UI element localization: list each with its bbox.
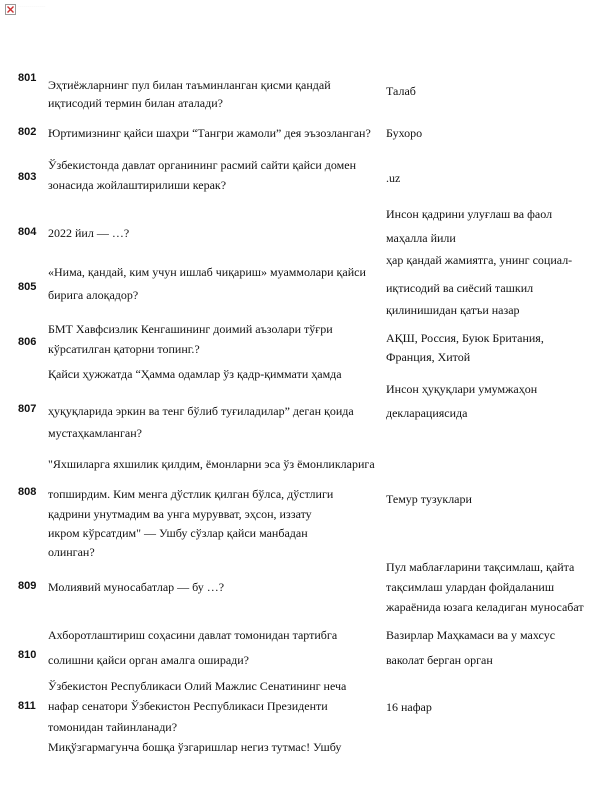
question-text-line: Юртимизнинг қайси шаҳри “Тангри жамоли” дея эъзозланган? <box>48 126 371 140</box>
answer-text-line: жараёнида юзага келадиган муносабат <box>386 600 584 614</box>
question-text-line: Эҳтиёжларнинг пул билан таъминланган қисми қандай <box>48 78 331 92</box>
question-text-line: зонасида жойлаштирилиши керак? <box>48 178 227 192</box>
question-number: 805 <box>18 281 37 293</box>
answer-text-line: маҳалла йили <box>386 231 456 245</box>
answer-text-line: Инсон ҳуқуқлари умумжаҳон <box>386 382 538 396</box>
question-text-line: «Нима, қандай, ким учун ишлаб чиқариш» муаммолари қайси <box>48 265 366 279</box>
answer-text-line: Франция, Хитой <box>386 350 471 364</box>
question-text-line: нафар сенатори Ўзбекистон Республикаси Президенти <box>48 699 328 713</box>
question-text-line: қадрини унутмадим ва унга мурувват, эҳсон, иззату <box>48 507 312 521</box>
answer-text-line: ҳар қандай жамиятга, унинг социал- <box>386 253 573 267</box>
question-text-line: икром кўрсатдим" — Ушбу сўзлар қайси манбадан <box>48 526 308 540</box>
answer-text-line: .uz <box>386 171 401 185</box>
question-text-line: иқтисодий термин билан аталади? <box>48 96 223 110</box>
question-text-line: 2022 йил — …? <box>48 226 130 240</box>
answer-text-line: тақсимлаш улардан фойдаланиш <box>386 580 555 594</box>
question-number: 804 <box>18 226 37 238</box>
question-number: 803 <box>18 171 37 183</box>
answer-text-line: Инсон қадрини улуғлаш ва фаол <box>386 207 553 221</box>
question-text-line: олинган? <box>48 545 95 559</box>
question-number: 806 <box>18 336 37 348</box>
answer-text-line: иқтисодий ва сиёсий ташкил <box>386 281 534 295</box>
question-text-line: ҳуқуқларида эркин ва тенг бўлиб туғиладилар” деган қоида <box>48 404 354 418</box>
question-text-line: Ўзбекистонда давлат органининг расмий сайти қайси домен <box>48 158 357 172</box>
question-text-line: мустаҳкамланган? <box>48 426 142 440</box>
answer-text-line: декларациясида <box>386 406 468 420</box>
question-text-line: Миқўзгармагунча бошқа ўзгаришлар негиз тутмас! Ушбу <box>48 740 342 754</box>
answer-text-line: ваколат берган орган <box>386 653 493 667</box>
question-number: 809 <box>18 580 37 592</box>
answer-text-line: қилинишидан қатъи назар <box>386 303 520 317</box>
question-text-line: Ахборотлаштириш соҳасини давлат томонидан тартибга <box>48 628 338 642</box>
answer-text-line: Пул маблағларини тақсимлаш, қайта <box>386 560 575 574</box>
question-text-line: Молиявий муносабатлар — бу …? <box>48 580 225 594</box>
question-number: 811 <box>18 700 36 712</box>
answer-text-line: 16 нафар <box>386 700 432 714</box>
answer-text-line: Бухоро <box>386 126 423 140</box>
question-number: 808 <box>18 486 37 498</box>
answer-text-line: Темур тузуклари <box>386 492 472 506</box>
question-text-line: кўрсатилган қаторни топинг.? <box>48 342 200 356</box>
question-text-line: Ўзбекистон Республикаси Олий Мажлис Сенатининг неча <box>48 679 347 693</box>
question-text-line: Қайси ҳужжатда “Ҳамма одамлар ўз қадр-қиммати ҳамда <box>48 367 342 381</box>
question-text-line: бирига алоқадор? <box>48 288 139 302</box>
broken-image-caption: ········································· <box>18 6 46 8</box>
question-text-line: БМТ Хавфсизлик Кенгашининг доимий аъзолари тўғри <box>48 322 333 336</box>
broken-image-icon <box>5 4 16 15</box>
question-text-line: солишни қайси орган амалга оширади? <box>48 653 250 667</box>
question-text-line: топширдим. Ким менга дўстлик қилган бўлса, дўстлиги <box>48 487 334 501</box>
question-text-line: томонидан тайинланади? <box>48 720 178 734</box>
answer-text-line: Вазирлар Маҳкамаси ва у махсус <box>386 628 556 642</box>
question-number: 807 <box>18 403 37 415</box>
question-number: 801 <box>18 72 37 84</box>
question-text-line: "Яхшиларга яхшилик қилдим, ёмонларни эса ўз ёмонликларига <box>48 457 375 471</box>
question-number: 802 <box>18 126 37 138</box>
question-number: 810 <box>18 649 37 661</box>
answer-text-line: Талаб <box>386 84 416 98</box>
answer-text-line: АҚШ, Россия, Буюк Британия, <box>386 331 544 345</box>
